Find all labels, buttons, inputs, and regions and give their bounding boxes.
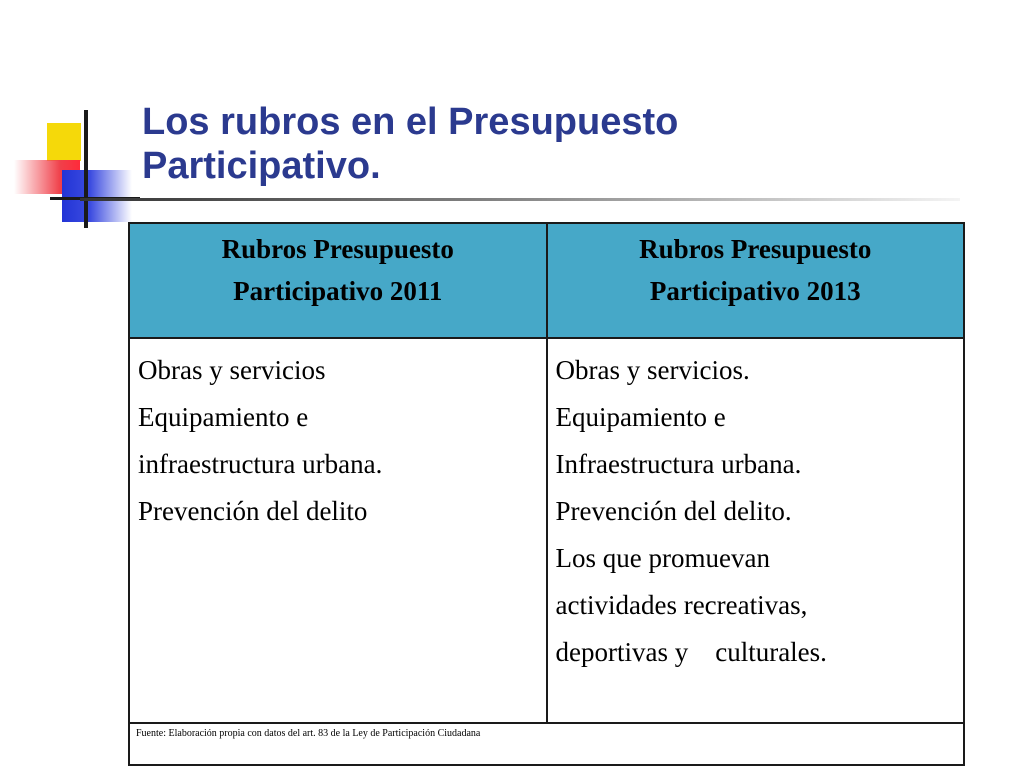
vertical-line-decoration: [84, 110, 88, 228]
title-underline: [80, 198, 960, 201]
list-item: Prevención del delito.: [555, 496, 792, 526]
header-2011-line-1: Rubros Presupuesto: [221, 234, 454, 264]
header-2013-line-2: Participativo 2013: [649, 276, 861, 306]
table-source-row: [129, 723, 964, 765]
table-body-row: [129, 338, 964, 723]
list-item: Los que promuevan: [555, 543, 770, 573]
blue-square-decoration: [62, 170, 132, 222]
list-item: Equipamiento e: [555, 402, 726, 432]
list-item: deportivas y culturales.: [555, 637, 827, 667]
list-item: Prevención del delito: [138, 496, 368, 526]
header-2013: [547, 223, 965, 338]
source-note: Fuente: Elaboración propia con datos del art. 83 de la Ley de Participación Ciudadana: [129, 723, 964, 765]
list-item: Infraestructura urbana.: [555, 449, 802, 479]
title-line-1: Los rubros en el Presupuesto: [142, 101, 679, 143]
header-2011: [129, 223, 547, 338]
decorative-corner-graphic: [0, 0, 140, 240]
header-2013-line-1: Rubros Presupuesto: [639, 234, 872, 264]
items-2011-cell: [129, 338, 547, 723]
list-item: actividades recreativas,: [555, 590, 808, 620]
title-line-2: Participativo.: [142, 145, 381, 187]
rubros-table: [128, 222, 965, 766]
items-2013-cell: [547, 338, 965, 723]
yellow-square-decoration: [47, 123, 81, 161]
list-item: Equipamiento e: [138, 402, 309, 432]
table-header-row: [129, 223, 964, 338]
list-item: infraestructura urbana.: [138, 449, 383, 479]
list-item: Obras y servicios.: [555, 355, 750, 385]
slide-title: [142, 100, 962, 188]
list-item: Obras y servicios: [138, 355, 326, 385]
header-2011-line-2: Participativo 2011: [233, 276, 443, 306]
